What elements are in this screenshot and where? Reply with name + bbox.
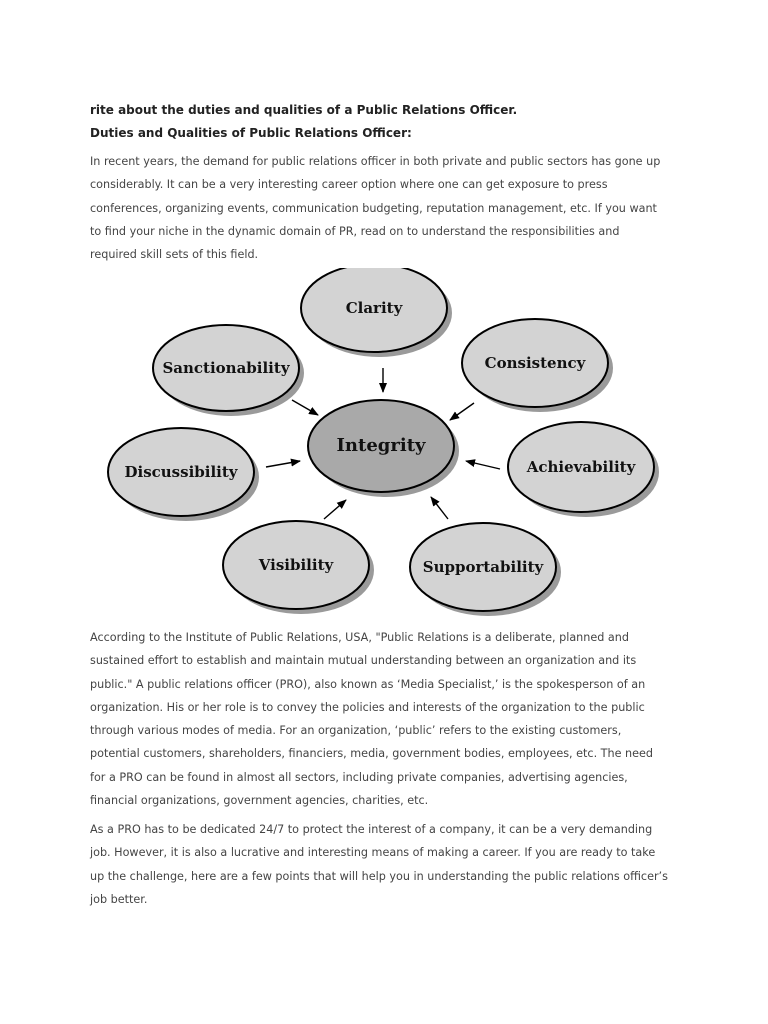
body-line: financial organizations, government agencies, charities, etc. xyxy=(90,794,429,808)
body-line: organization. His or her role is to convey the policies and interests of the organization to the public xyxy=(90,700,645,714)
quality-node-discussibility xyxy=(108,428,259,521)
career-paragraph xyxy=(90,818,690,911)
nodes-layer xyxy=(108,268,659,616)
body-paragraph-2 xyxy=(90,818,690,911)
intro-line: In recent years, the demand for public relations officer in both private and public sectors has gone up xyxy=(90,155,661,168)
qualities-diagram xyxy=(105,268,665,620)
intro-line: required skill sets of this field. xyxy=(90,248,259,262)
body-line: sustained effort to establish and maintain mutual understanding between an organization and its xyxy=(90,654,637,668)
node-label: Achievability xyxy=(526,458,636,476)
body-line: As a PRO has to be dedicated 24/7 to protect the interest of a company, it can be a very demanding xyxy=(90,823,653,836)
body-paragraph-1 xyxy=(90,626,690,812)
quality-node-sanctionability xyxy=(153,325,304,416)
intro-paragraph xyxy=(90,150,682,266)
quality-node-visibility xyxy=(223,521,374,614)
node-label: Integrity xyxy=(336,435,426,456)
node-label: Clarity xyxy=(345,299,403,317)
document-header xyxy=(90,101,682,266)
node-label: Discussibility xyxy=(124,463,238,481)
quality-node-consistency xyxy=(462,319,613,412)
connector-arrow xyxy=(324,500,346,519)
qualities-diagram-svg xyxy=(105,268,665,620)
intro-line: conferences, organizing events, communication budgeting, reputation management, etc. If you want xyxy=(90,201,657,215)
body-line: through various modes of media. For an organization, ‘public’ refers to the existing customers, xyxy=(90,724,622,738)
body-line: potential customers, shareholders, financiers, media, government bodies, employees, etc. The need xyxy=(90,747,654,761)
node-label: Supportability xyxy=(422,558,544,576)
connector-arrow xyxy=(292,400,318,415)
intro-line: to find your niche in the dynamic domain of PR, read on to understand the responsibilities and xyxy=(90,224,620,238)
quality-node-achievability xyxy=(508,422,659,517)
section-heading: Duties and Qualities of Public Relations Officer: xyxy=(90,126,412,140)
connector-arrow xyxy=(431,497,448,519)
body-line: According to the Institute of Public Relations, USA, "Public Relations is a deliberate, planned and xyxy=(90,631,629,644)
node-label: Visibility xyxy=(258,556,334,574)
definition-paragraph xyxy=(90,626,690,812)
body-line: up the challenge, here are a few points that will help you in understanding the public relations officer’s xyxy=(90,869,668,883)
body-line: for a PRO can be found in almost all sectors, including private companies, advertising agencies, xyxy=(90,770,628,784)
center-node-center xyxy=(308,400,459,497)
connector-arrow xyxy=(466,461,500,469)
connector-arrow xyxy=(450,403,474,420)
quality-node-supportability xyxy=(410,523,561,616)
node-label: Sanctionability xyxy=(162,359,290,377)
connector-arrow xyxy=(266,461,300,467)
document-title: rite about the duties and qualities of a Public Relations Officer. xyxy=(90,103,518,117)
intro-line: considerably. It can be a very interesting career option where one can get exposure to press xyxy=(90,178,608,192)
body-line: job better. xyxy=(90,892,148,906)
body-line: public." A public relations officer (PRO), also known as ‘Media Specialist,’ is the spokesperson of an xyxy=(90,677,646,691)
body-line: job. However, it is also a lucrative and interesting means of making a career. If you are ready to take xyxy=(90,846,656,860)
quality-node-clarity xyxy=(301,268,452,357)
node-label: Consistency xyxy=(484,354,586,372)
